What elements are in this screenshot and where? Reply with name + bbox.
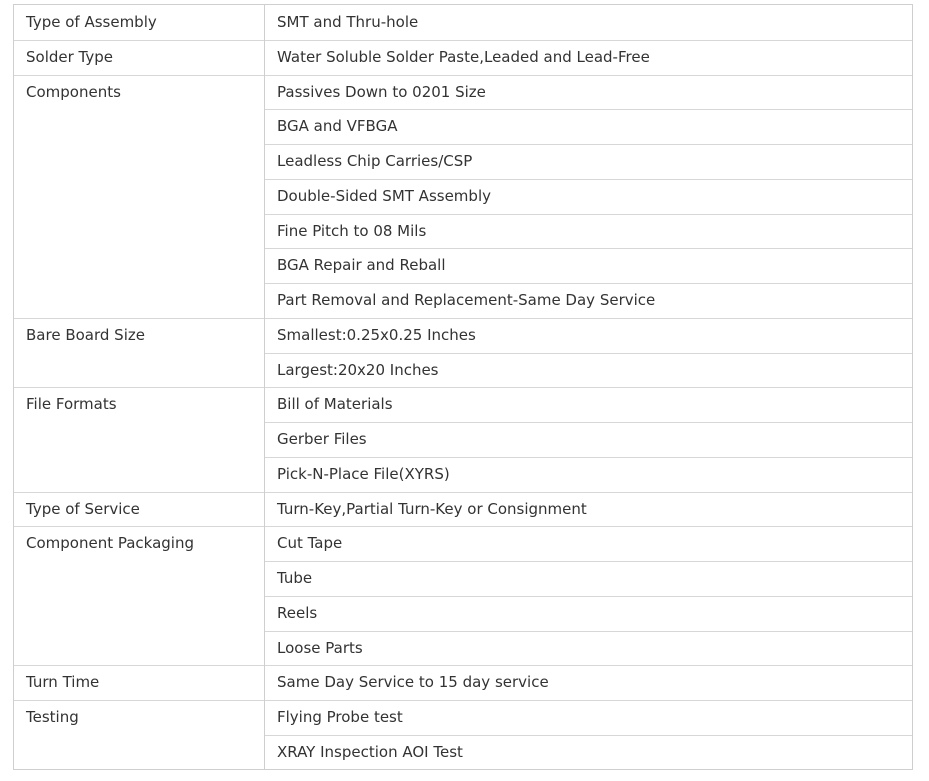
cell-divider: [265, 109, 912, 110]
row-value: SMT and Thru-hole: [277, 13, 419, 31]
table-row-group: [14, 387, 912, 491]
row-label: Solder Type: [26, 47, 114, 66]
row-value-cell: [265, 5, 912, 40]
cell-divider: [265, 144, 912, 145]
row-label-cell: [14, 700, 265, 770]
row-label-cell: [14, 387, 265, 491]
row-label: Type of Assembly: [26, 13, 157, 31]
row-value-cell: [265, 526, 912, 561]
table-row-group: [14, 318, 912, 388]
row-value-cell: [265, 665, 912, 700]
row-value-cell: [265, 179, 912, 214]
row-value-cell: [265, 387, 912, 422]
cell-divider: [265, 422, 912, 423]
row-value: Fine Pitch to 08 Mils: [277, 221, 427, 240]
row-value-cell: [265, 422, 912, 457]
row-label: Component Packaging: [26, 534, 194, 553]
row-value: XRAY Inspection AOI Test: [277, 742, 463, 761]
cell-divider: [265, 735, 912, 736]
row-label: Bare Board Size: [26, 325, 145, 344]
row-value-cell: [265, 283, 912, 318]
cell-divider: [265, 561, 912, 562]
cell-divider: [265, 248, 912, 249]
row-label: Testing: [26, 708, 79, 726]
row-value-cell: [265, 631, 912, 666]
table-row-group: [14, 700, 912, 770]
row-value: Cut Tape: [277, 534, 343, 553]
row-label-cell: [14, 318, 265, 388]
row-value-cell: [265, 109, 912, 144]
table-row-group: [14, 665, 912, 700]
row-value: Part Removal and Replacement-Same Day Service: [277, 291, 656, 309]
row-value-cell: [265, 561, 912, 596]
row-value-cell: [265, 596, 912, 631]
row-value: Gerber Files: [277, 430, 367, 448]
row-label-cell: [14, 5, 265, 40]
row-value: Water Soluble Solder Paste,Leaded and Lead-Free: [277, 47, 650, 66]
row-value: Loose Parts: [277, 638, 363, 657]
cell-divider: [265, 214, 912, 215]
row-label: File Formats: [26, 395, 117, 414]
row-label-cell: [14, 526, 265, 665]
cell-divider: [265, 283, 912, 284]
table-row-group: [14, 5, 912, 40]
row-value-cell: [265, 457, 912, 492]
cell-divider: [265, 596, 912, 597]
row-value-cell: [265, 735, 912, 770]
row-label-cell: [14, 492, 265, 527]
row-value: Flying Probe test: [277, 708, 403, 726]
row-value: Double-Sided SMT Assembly: [277, 186, 491, 205]
table-row-group: [14, 40, 912, 75]
assembly-capabilities-table: [13, 4, 913, 770]
row-label: Turn Time: [26, 673, 100, 692]
row-value: Bill of Materials: [277, 395, 393, 414]
row-value: Turn-Key,Partial Turn-Key or Consignment: [277, 499, 587, 518]
cell-divider: [265, 353, 912, 354]
row-value-cell: [265, 248, 912, 283]
row-value: Largest:20x20 Inches: [277, 360, 439, 379]
row-value-cell: [265, 353, 912, 388]
row-value: Passives Down to 0201 Size: [277, 82, 486, 101]
row-value-cell: [265, 144, 912, 179]
row-value: Tube: [277, 569, 313, 587]
row-value-cell: [265, 40, 912, 75]
row-label-cell: [14, 665, 265, 700]
cell-divider: [265, 179, 912, 180]
row-value: Same Day Service to 15 day service: [277, 673, 549, 692]
row-label-cell: [14, 75, 265, 318]
row-value-cell: [265, 318, 912, 353]
row-value-cell: [265, 75, 912, 110]
row-value: Smallest:0.25x0.25 Inches: [277, 325, 476, 344]
row-value: Pick-N-Place File(XYRS): [277, 464, 450, 483]
cell-divider: [265, 631, 912, 632]
row-value: Reels: [277, 603, 318, 622]
row-value: BGA and VFBGA: [277, 117, 398, 136]
table-row-group: [14, 492, 912, 527]
table-row-group: [14, 75, 912, 318]
row-value-cell: [265, 214, 912, 249]
row-label-cell: [14, 40, 265, 75]
table-row-group: [14, 526, 912, 665]
row-value-cell: [265, 492, 912, 527]
row-label: Components: [26, 82, 121, 101]
cell-divider: [265, 457, 912, 458]
row-label: Type of Service: [26, 499, 140, 518]
row-value: Leadless Chip Carries/CSP: [277, 152, 473, 170]
row-value: BGA Repair and Reball: [277, 256, 446, 275]
row-value-cell: [265, 700, 912, 735]
